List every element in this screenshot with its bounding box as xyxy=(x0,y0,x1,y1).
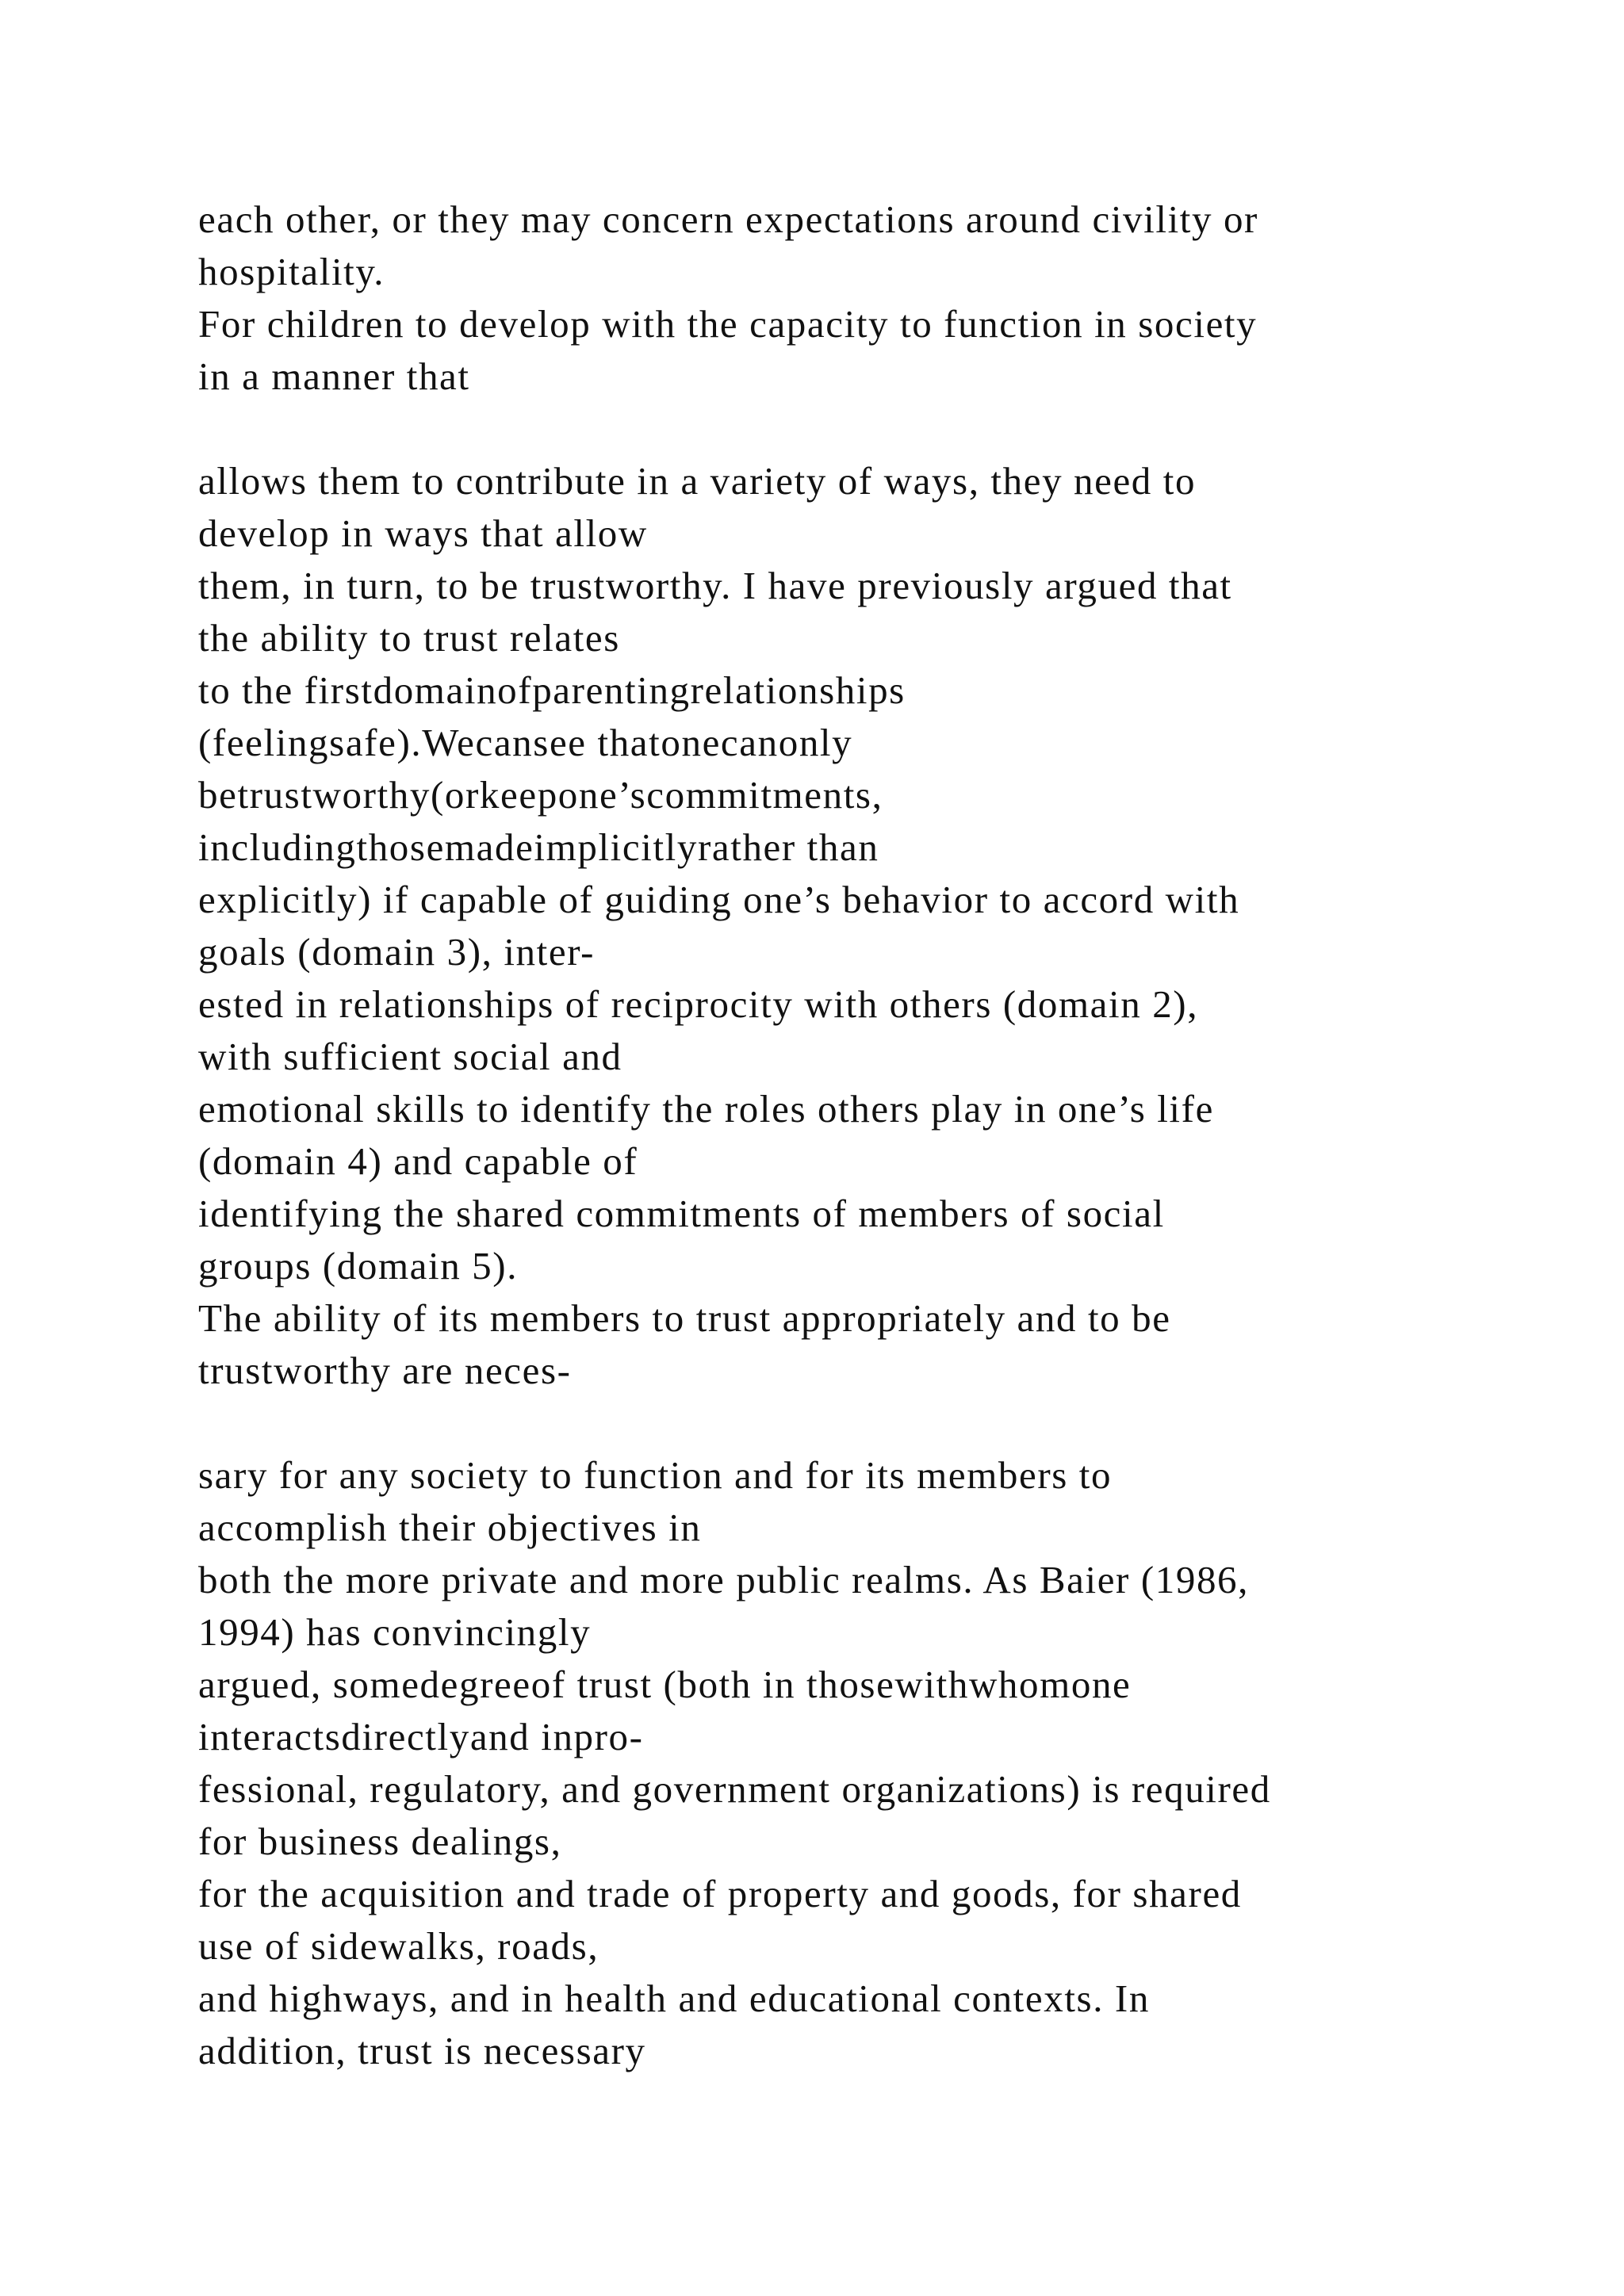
text-line: For children to develop with the capacity to function in society xyxy=(198,302,1258,346)
text-line: use of sidewalks, roads, xyxy=(198,1924,599,1968)
text-line: allows them to contribute in a variety of ways, they need to xyxy=(198,459,1197,503)
text-line: goals (domain 3), inter- xyxy=(198,930,596,974)
text-line: The ability of its members to trust appropriately and to be xyxy=(198,1296,1171,1340)
text-line: groups (domain 5). xyxy=(198,1244,519,1288)
text-line: accomplish their objectives in xyxy=(198,1506,702,1549)
text-line: emotional skills to identify the roles others play in one’s life xyxy=(198,1087,1214,1131)
text-line: trustworthy are neces- xyxy=(198,1349,572,1392)
blank-line xyxy=(198,403,1610,455)
text-line: fessional, regulatory, and government organizations) is required xyxy=(198,1767,1271,1811)
text-line: interactsdirectlyand inpro- xyxy=(198,1715,644,1758)
text-line: both the more private and more public realms. As Baier (1986, xyxy=(198,1558,1249,1601)
text-line: includingthosemadeimplicitlyrather than xyxy=(198,825,879,869)
text-line: each other, or they may concern expectations around civility or xyxy=(198,197,1258,241)
text-line: (feelingsafe).Wecansee thatonecanonly xyxy=(198,721,853,764)
text-line: sary for any society to function and for its members to xyxy=(198,1453,1113,1497)
text-line: identifying the shared commitments of members of social xyxy=(198,1192,1165,1235)
text-line: them, in turn, to be trustworthy. I have previously argued that xyxy=(198,564,1232,607)
text-line: addition, trust is necessary xyxy=(198,2029,646,2072)
text-line: for the acquisition and trade of property and goods, for shared xyxy=(198,1872,1242,1915)
text-line: for business dealings, xyxy=(198,1820,562,1863)
text-line: hospitality. xyxy=(198,250,385,293)
text-line: and highways, and in health and educational contexts. In xyxy=(198,1976,1150,2020)
text-line: ested in relationships of reciprocity with others (domain 2), xyxy=(198,982,1199,1026)
blank-line xyxy=(198,1397,1610,1449)
text-line: to the firstdomainofparentingrelationships xyxy=(198,668,906,712)
text-line: argued, somedegreeof trust (both in thosewithwhomone xyxy=(198,1663,1132,1706)
text-line: betrustworthy(orkeepone’scommitments, xyxy=(198,773,883,817)
body-text xyxy=(198,193,1610,2077)
text-line: the ability to trust relates xyxy=(198,616,620,660)
text-line: (domain 4) and capable of xyxy=(198,1139,638,1183)
text-line: develop in ways that allow xyxy=(198,511,648,555)
text-line: explicitly) if capable of guiding one’s behavior to accord with xyxy=(198,878,1240,921)
text-line: in a manner that xyxy=(198,354,470,398)
text-line: with sufficient social and xyxy=(198,1035,622,1078)
text-line: 1994) has convincingly xyxy=(198,1610,592,1654)
